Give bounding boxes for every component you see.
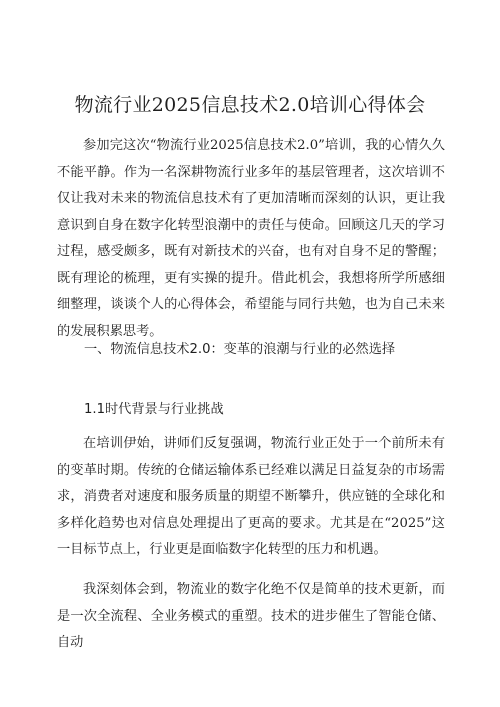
intro-paragraph: 参加完这次“物流行业2025信息技术2.0”培训，我的心情久久不能平静。作为一名深耕物流行业多年的基层管理者，这次培训不仅让我对未来的物流信息技术有了更加清晰而深刻的认识，更让我意识到自身在数字化转型浪潮中的责任与使命。回顾这几天的学习过程，感受颇多，既有对新技术的兴奋，也有对自身不足的警醒；既有理论的梳理，更有实操的提升。借此机会，我想将所学所感细细整理，谈谈个人的心得体会，希望能与同行共勉，也为自己未来的发展积累思考。 (57, 138, 445, 339)
body-paragraph-2: 我深刻体会到，物流业的数字化绝不仅是简单的技术更新，而是一次全流程、全业务模式的重塑。技术的进步催生了智能仓储、自动 (57, 582, 445, 650)
document-title: 物流行业2025信息技术2.0培训心得体会 (74, 94, 426, 116)
body-paragraph-1: 在培训伊始，讲师们反复强调，物流行业正处于一个前所未有的变革时期。传统的仓储运输体系已经难以满足日益复杂的市场需求，消费者对速度和服务质量的期望不断攀升，供应链的全球化和多样化趋势也对信息处理提出了更高的要求。尤其是在“2025”这一目标节点上，行业更是面临数字化转型的压力和机遇。 (57, 436, 445, 557)
section-heading: 一、物流信息技术2.0：变革的浪潮与行业的必然选择 (84, 342, 396, 357)
subsection-heading: 1.1时代背景与行业挑战 (84, 402, 224, 417)
